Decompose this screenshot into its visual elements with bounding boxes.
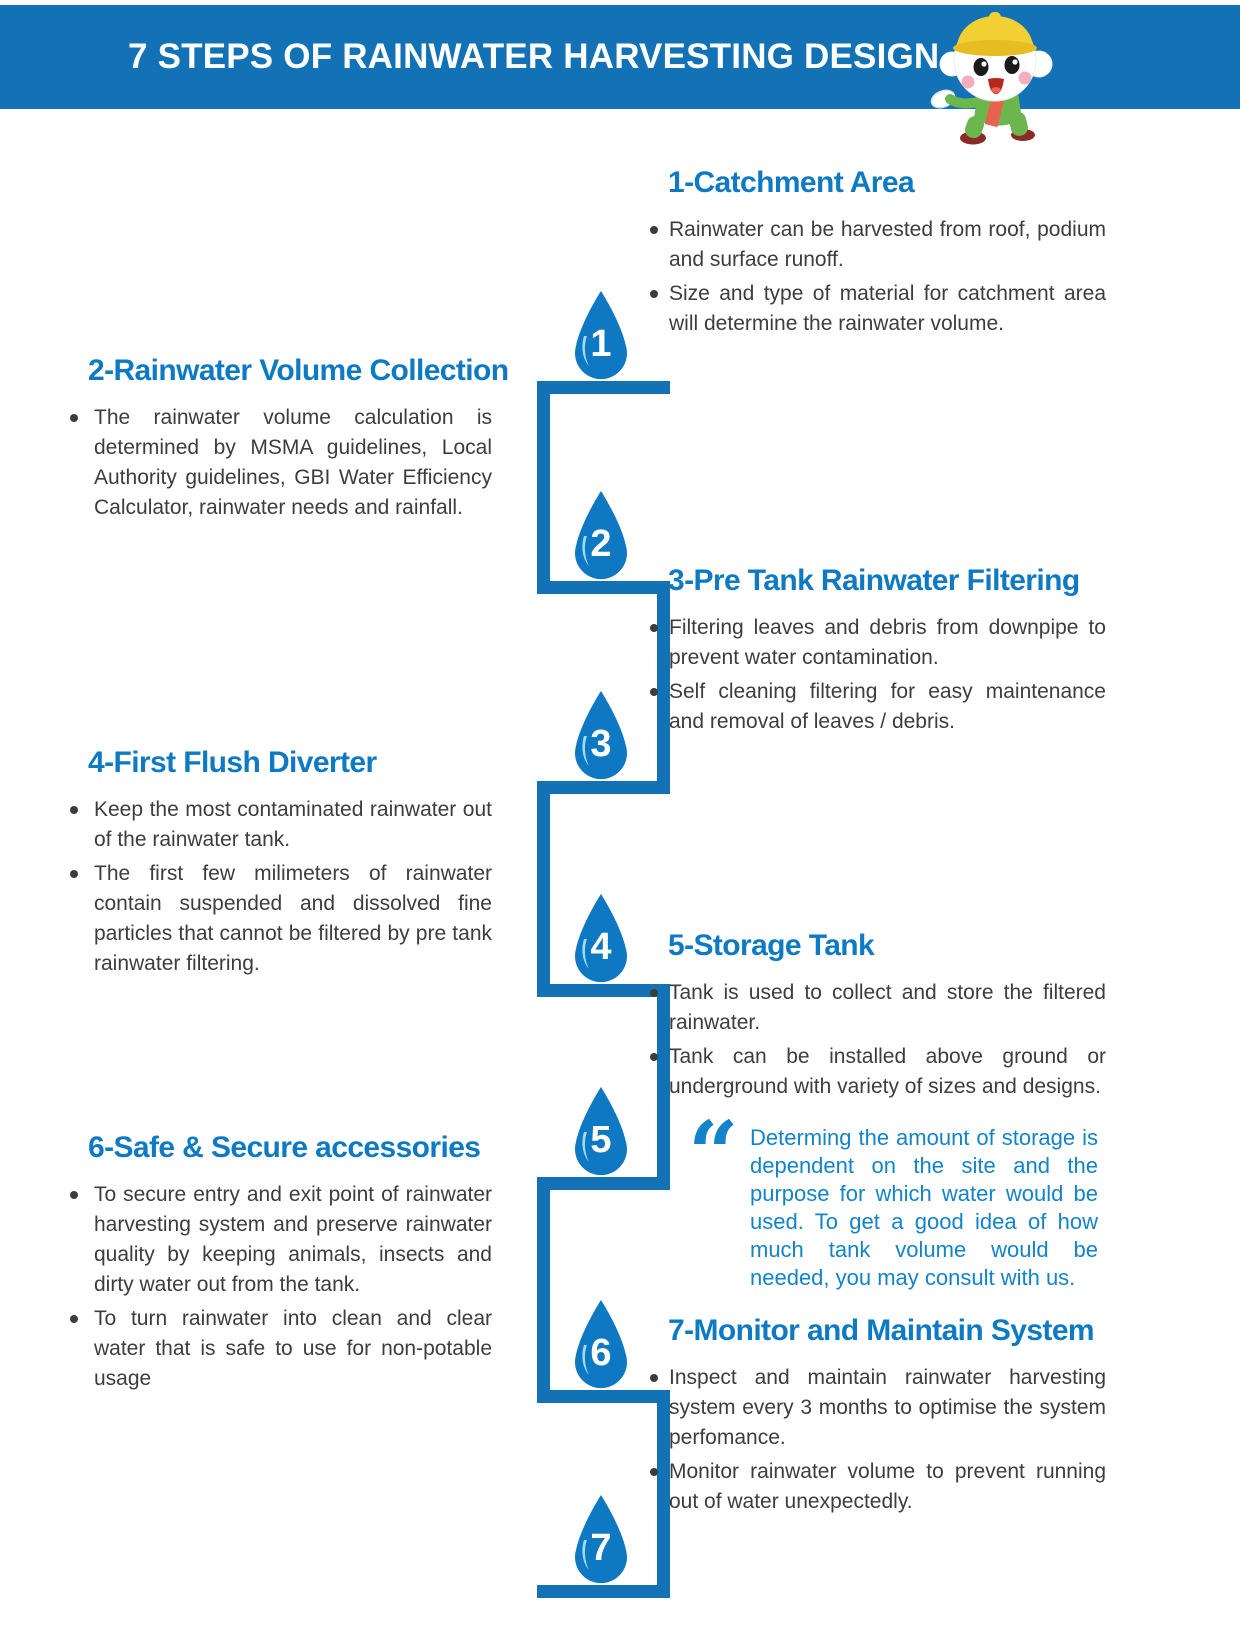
bullet-text: Monitor rainwater volume to prevent running out of water unexpectedly. [669, 1460, 1106, 1513]
bullet-dot [650, 226, 658, 234]
storage-quote-block [688, 1101, 1106, 1292]
step-drop-4 [570, 891, 632, 987]
bullet-dot [650, 624, 658, 632]
step-number: 3 [590, 723, 612, 765]
step-drop-6 [570, 1297, 632, 1393]
bullet-dot [650, 290, 658, 298]
bullet-item [648, 1042, 1106, 1102]
step-number: 4 [590, 926, 612, 968]
step-number: 5 [590, 1119, 612, 1161]
bullet-text: The rainwater volume calculation is determined by MSMA guidelines, Local Authority guidelines, GBI Water Efficiency Calculator, rainwater needs and rainfall. [94, 406, 492, 519]
bullet-text: Size and type of material for catchment area will determine the rainwater volume. [669, 282, 1106, 335]
bullet-item [648, 215, 1106, 275]
quote-mark-icon: “ [688, 1101, 733, 1205]
section-title: 3-Pre Tank Rainwater Filtering [668, 564, 1080, 597]
bullet-text: The first few milimeters of rainwater contain suspended and dissolved fine particles that cannot be filtered by pre tank rainwater filtering. [94, 862, 492, 975]
section-title: 5-Storage Tank [668, 929, 875, 962]
bullet-text: Self cleaning filtering for easy maintenance and removal of leaves / debris. [669, 680, 1106, 733]
bullet-dot [70, 870, 78, 878]
bullet-list [648, 613, 1106, 737]
bullet-text: To turn rainwater into clean and clear water that is safe to use for non-potable usage [94, 1307, 492, 1390]
section-pre-tank-filtering [648, 564, 1106, 737]
timeline-connector-1-2 [537, 381, 550, 594]
bullet-list [648, 215, 1106, 339]
section-title: 7-Monitor and Maintain System [668, 1314, 1094, 1347]
cloud-worker-mascot-icon [926, 6, 1066, 146]
bullet-dot [70, 806, 78, 814]
bullet-item [648, 613, 1106, 673]
quote-text: Determing the amount of storage is dependent on the site and the purpose for which water would be used. To get a good idea of how much tank volume would be needed, you may consult with us. [750, 1125, 1098, 1290]
bullet-list [648, 1363, 1106, 1517]
timeline-connector-3-4 [537, 781, 550, 997]
step-drop-2 [570, 488, 632, 584]
bullet-list [58, 795, 492, 979]
bullet-dot [70, 1315, 78, 1323]
bullet-item [648, 1363, 1106, 1453]
bullet-text: Rainwater can be harvested from roof, podium and surface runoff. [669, 218, 1106, 271]
bullet-text: To secure entry and exit point of rainwater harvesting system and preserve rainwater quality by keeping animals, insects and dirty water out from the tank. [94, 1183, 492, 1296]
section-first-flush-diverter [58, 746, 492, 979]
bullet-item [648, 978, 1106, 1038]
section-title: 4-First Flush Diverter [88, 746, 377, 779]
section-safe-secure-accessories [58, 1131, 492, 1394]
section-rainwater-volume-collection [58, 354, 509, 523]
bullet-dot [650, 1468, 658, 1476]
bullet-dot [650, 989, 658, 997]
step-drop-5 [570, 1084, 632, 1180]
section-title: 1-Catchment Area [668, 166, 915, 199]
bullet-item [58, 1180, 492, 1300]
step-number: 2 [590, 523, 612, 565]
bullet-item [58, 1304, 492, 1394]
bullet-item [58, 795, 492, 855]
bullet-item [58, 859, 492, 979]
bullet-dot [650, 688, 658, 696]
bullet-dot [70, 1191, 78, 1199]
step-drop-7 [570, 1492, 632, 1588]
step-number: 1 [590, 323, 612, 365]
bullet-list [58, 403, 492, 523]
section-title: 6-Safe & Secure accessories [88, 1131, 481, 1164]
bullet-item [648, 1457, 1106, 1517]
bullet-dot [650, 1374, 658, 1382]
section-catchment-area [648, 166, 1106, 339]
bullet-dot [650, 1053, 658, 1061]
step-drop-1 [570, 288, 632, 384]
bullet-item [648, 677, 1106, 737]
step-number: 6 [590, 1332, 612, 1374]
bullet-text: Tank can be installed above ground or underground with variety of sizes and designs. [669, 1045, 1106, 1098]
bullet-text: Inspect and maintain rainwater harvesting system every 3 months to optimise the system perfomance. [669, 1366, 1106, 1449]
bullet-item [648, 279, 1106, 339]
section-monitor-maintain-system [648, 1314, 1106, 1517]
page-title: 7 STEPS OF RAINWATER HARVESTING DESIGN [128, 37, 940, 76]
bullet-item [58, 403, 492, 523]
bullet-list [648, 978, 1106, 1102]
step-number: 7 [590, 1527, 612, 1569]
bullet-text: Keep the most contaminated rainwater out of the rainwater tank. [94, 798, 492, 851]
step-drop-3 [570, 688, 632, 784]
bullet-dot [70, 414, 78, 422]
bullet-text: Filtering leaves and debris from downpipe to prevent water contamination. [669, 616, 1106, 669]
bullet-text: Tank is used to collect and store the filtered rainwater. [669, 981, 1106, 1034]
section-title: 2-Rainwater Volume Collection [88, 354, 509, 387]
timeline-connector-5-6 [537, 1177, 550, 1403]
bullet-list [58, 1180, 492, 1394]
section-storage-tank [648, 929, 1106, 1292]
